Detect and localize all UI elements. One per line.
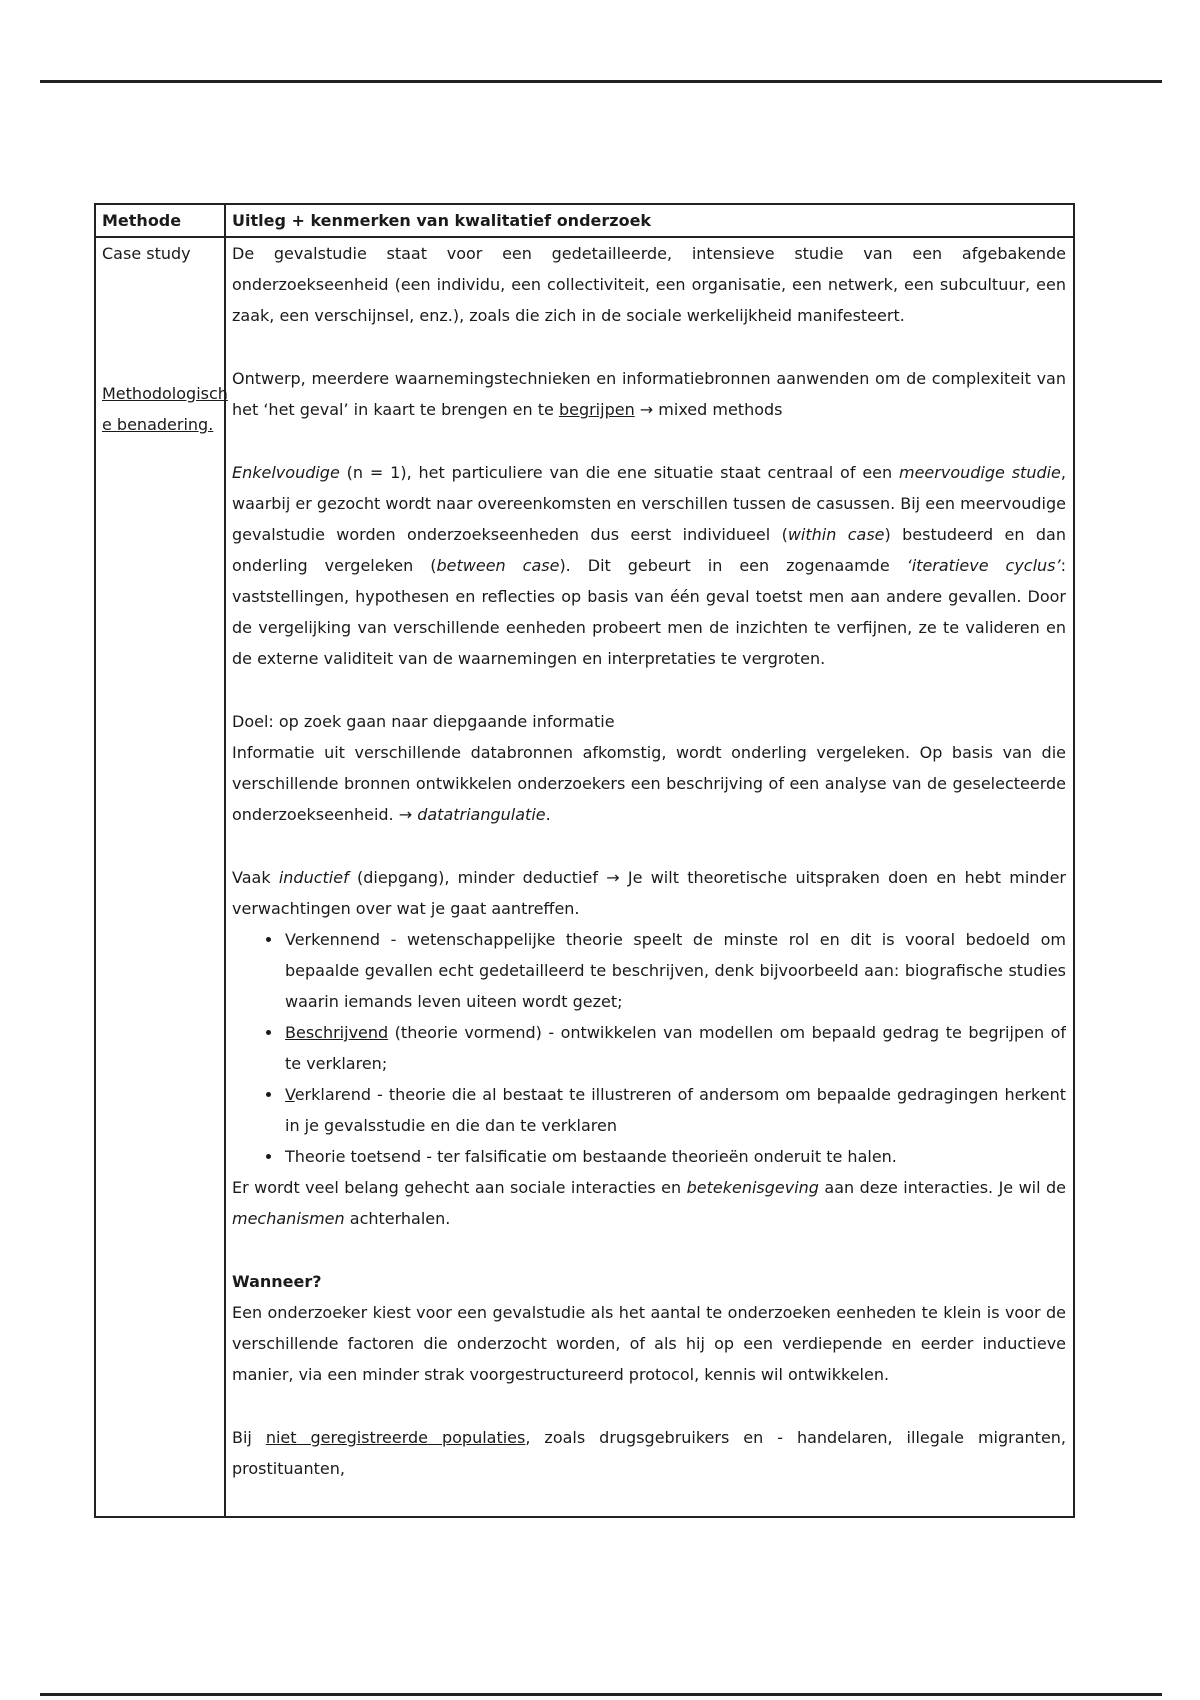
paragraph-goal: Doel: op zoek gaan naar diepgaande informatie	[232, 712, 615, 731]
paragraph-single-multiple: Enkelvoudige (n = 1), het particuliere van die ene situatie staat centraal of een meervoudige studie, waarbij er gezocht wordt naar overeenkomsten en verschillen tussen de casussen. Bij een meervoudige gevalstudie worden onderzoekseenheden dus eerst individueel (within case) bestudeerd en dan onderling vergeleken (between case). Dit gebeurt in een zogenaamde ‘iteratieve cyclus’: vaststellingen, hypothesen en reflecties op basis van één geval toetst men aan andere gevallen. Door de vergelijking van verschillende eenheden probeert men de inzichten te verfijnen, ze te valideren en de externe validiteit van de waarnemingen en interpretaties te vergroten.	[232, 463, 1066, 668]
approach-label-line1: Methodologisch	[102, 384, 228, 403]
approach-label	[102, 378, 228, 440]
header-rule	[40, 80, 1162, 83]
paragraph-definition: De gevalstudie staat voor een gedetailleerde, intensieve studie van een afgebakende onderzoekseenheid (een individu, een collectiviteit, een organisatie, een netwerk, een subcultuur, een zaak, een verschijnsel, enz.), zoals die zich in de sociale werkelijkheid manifesteert.	[232, 244, 1066, 325]
paragraph-populations: Bij niet geregistreerde populaties, zoals drugsgebruikers en - handelaren, illegale migranten, prostituanten,	[232, 1428, 1066, 1478]
table-header-row	[95, 204, 1074, 237]
study-types-list	[232, 924, 1066, 1172]
header-explanation: Uitleg + kenmerken van kwalitatief onderzoek	[225, 204, 1074, 237]
header-method: Methode	[95, 204, 225, 237]
explanation-cell	[225, 237, 1074, 1517]
begrijpen-underlined: begrijpen	[558, 400, 635, 419]
paragraph-triangulation: Informatie uit verschillende databronnen afkomstig, wordt onderling vergeleken. Op basis van die verschillende bronnen ontwikkelen onderzoekers een beschrijving of een analyse van de geselecteerde onderzoekseenheid. → datatriangulatie.	[232, 743, 1066, 824]
list-item: • Beschrijvend (theorie vormend) - ontwikkelen van modellen om bepaald gedrag te begrijpen of te verklaren;	[283, 1017, 1066, 1079]
paragraph-inductive: Vaak inductief (diepgang), minder deductief → Je wilt theoretische uitspraken doen en hebt minder verwachtingen over wat je gaat aantreffen.	[232, 868, 1066, 918]
paragraph-interactions: Er wordt veel belang gehecht aan sociale interacties en betekenisgeving aan deze interacties. Je wil de mechanismen achterhalen.	[232, 1178, 1066, 1228]
approach-label-line2: e benadering.	[102, 415, 214, 434]
list-item: • Verklarend - theorie die al bestaat te illustreren of andersom om bepaalde gedragingen herkent in je gevalsstudie en die dan te verklaren	[283, 1079, 1066, 1141]
method-name: Case study	[102, 244, 191, 263]
paragraph-when: Een onderzoeker kiest voor een gevalstudie als het aantal te onderzoeken eenheden te klein is voor de verschillende factoren die onderzocht worden, of als hij op een verdiepende en eerder inductieve manier, via een minder strak voorgestructureerd protocol, kennis wil ontwikkelen.	[232, 1303, 1066, 1384]
list-item: • Verkennend - wetenschappelijke theorie speelt de minste rol en dit is vooral bedoeld om bepaalde gevallen echt gedetailleerd te beschrijven, denk bijvoorbeeld aan: biografische studies waarin iemands leven uiteen wordt gezet;	[283, 924, 1066, 1017]
method-table	[94, 203, 1075, 1518]
method-cell	[95, 237, 228, 1517]
footer-rule	[40, 1693, 1162, 1696]
section-heading-wanneer: Wanneer?	[232, 1272, 322, 1291]
table-row	[95, 237, 1074, 1517]
list-item: • Theorie toetsend - ter falsificatie om bestaande theorieën onderuit te halen.	[283, 1141, 1066, 1172]
paragraph-design: Ontwerp, meerdere waarnemingstechnieken en informatiebronnen aanwenden om de complexiteit van het ‘het geval’ in kaart te brengen en te begrijpen → mixed methods	[232, 369, 1066, 419]
